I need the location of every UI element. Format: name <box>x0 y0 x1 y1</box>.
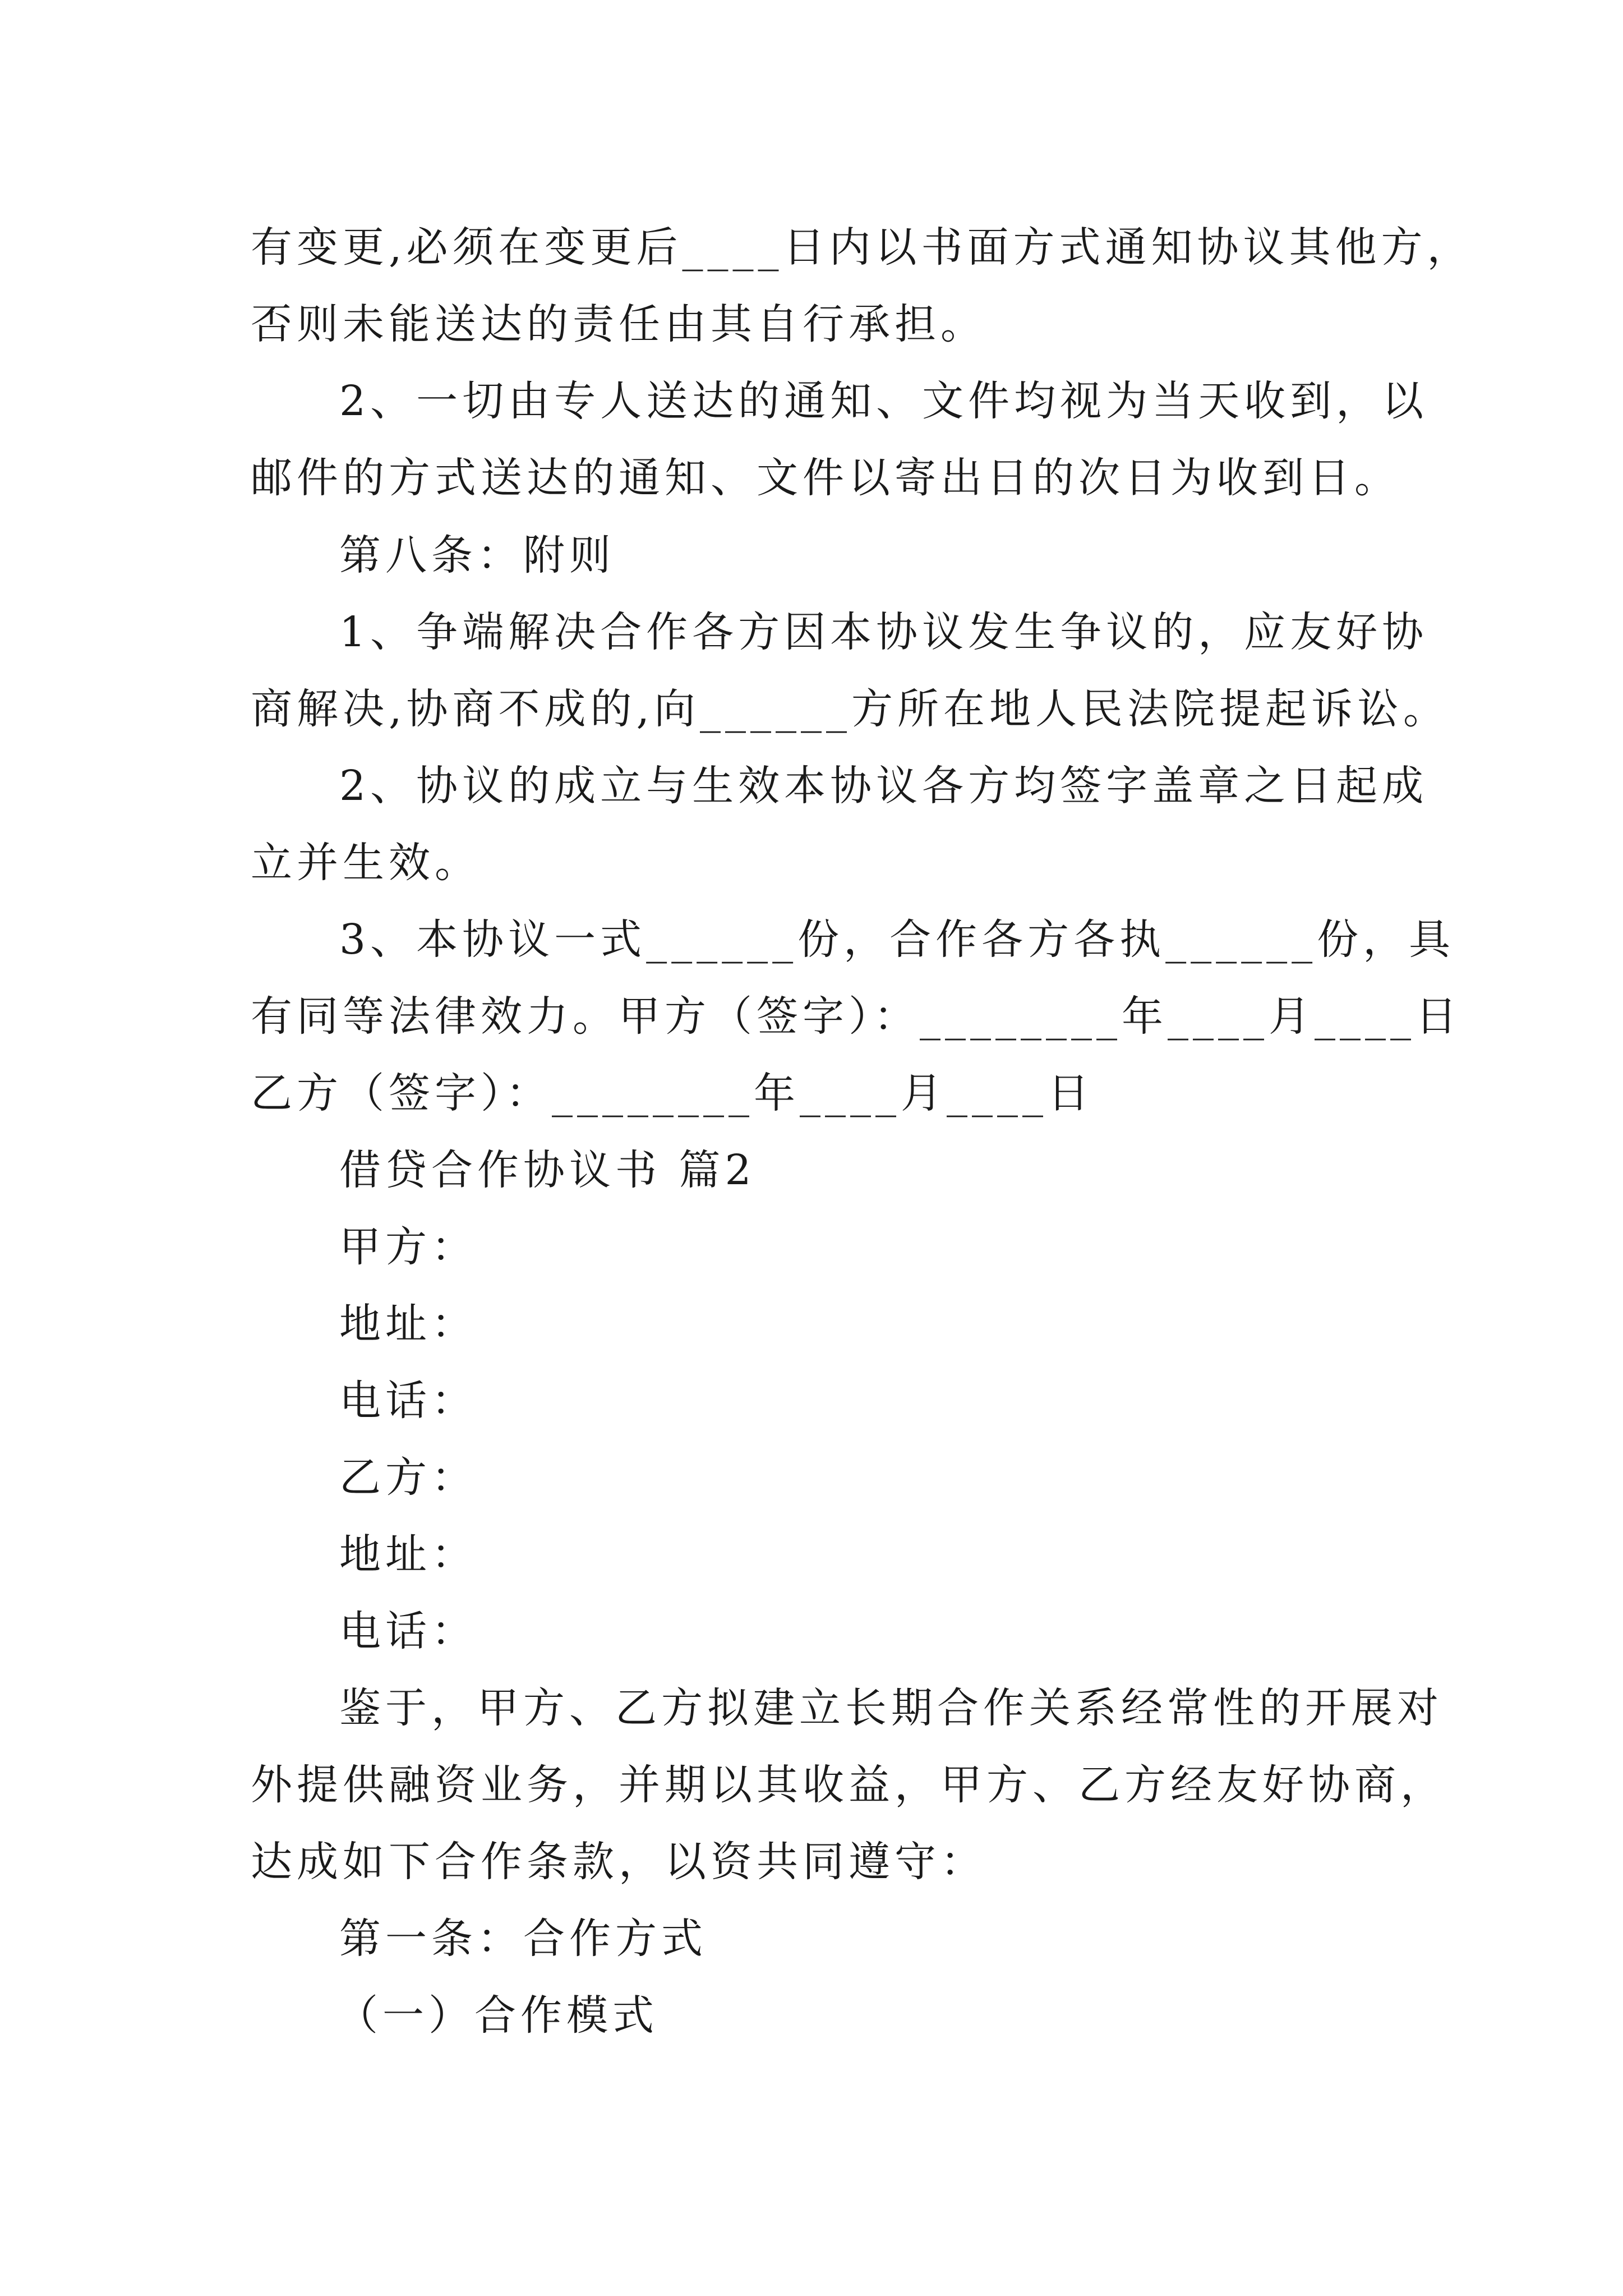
text-line: 邮件的方式送达的通知、文件以寄出日的次日为收到日。 <box>251 454 1400 502</box>
text-line: 鉴于，甲方、乙方拟建立长期合作关系经常性的开展对 <box>339 1684 1443 1732</box>
text-line: 立并生效。 <box>251 839 481 887</box>
text-line: 商解决,协商不成的,向______方所在地人民法院提起诉讼。 <box>251 685 1450 733</box>
document-title: 借贷合作协议书 篇2 <box>339 1146 756 1194</box>
address-label: 地址： <box>339 1300 477 1348</box>
section-heading: 第八条：附则 <box>339 531 615 579</box>
section-heading: 第一条：合作方式 <box>339 1915 707 1963</box>
subsection-heading: （一）合作模式 <box>336 1991 658 2040</box>
text-line: 3、本协议一式______份，合作各方各执______份，具 <box>339 915 1455 964</box>
text-line: 外提供融资业务，并期以其收益，甲方、乙方经友好协商， <box>251 1761 1446 1809</box>
text-line: 2、一切由专人送达的通知、文件均视为当天收到，以 <box>339 377 1428 425</box>
text-line: 乙方（签字）：________年____月____日 <box>251 1069 1094 1117</box>
text-line: 1、争端解决合作各方因本协议发生争议的，应友好协 <box>339 608 1428 656</box>
phone-label: 电话： <box>339 1377 477 1425</box>
party-a-label: 甲方： <box>339 1223 477 1271</box>
text-line: 2、协议的成立与生效本协议各方均签字盖章之日起成 <box>339 762 1428 810</box>
text-line: 否则未能送达的责任由其自行承担。 <box>251 300 986 348</box>
phone-label: 电话： <box>339 1607 477 1655</box>
party-b-label: 乙方： <box>339 1453 477 1502</box>
text-line: 有变更,必须在变更后____日内以书面方式通知协议其他方， <box>251 223 1473 272</box>
address-label: 地址： <box>339 1530 477 1579</box>
text-line: 有同等法律效力。甲方（签字）：________年____月____日 <box>251 992 1461 1041</box>
text-line: 达成如下合作条款，以资共同遵守： <box>251 1838 986 1886</box>
